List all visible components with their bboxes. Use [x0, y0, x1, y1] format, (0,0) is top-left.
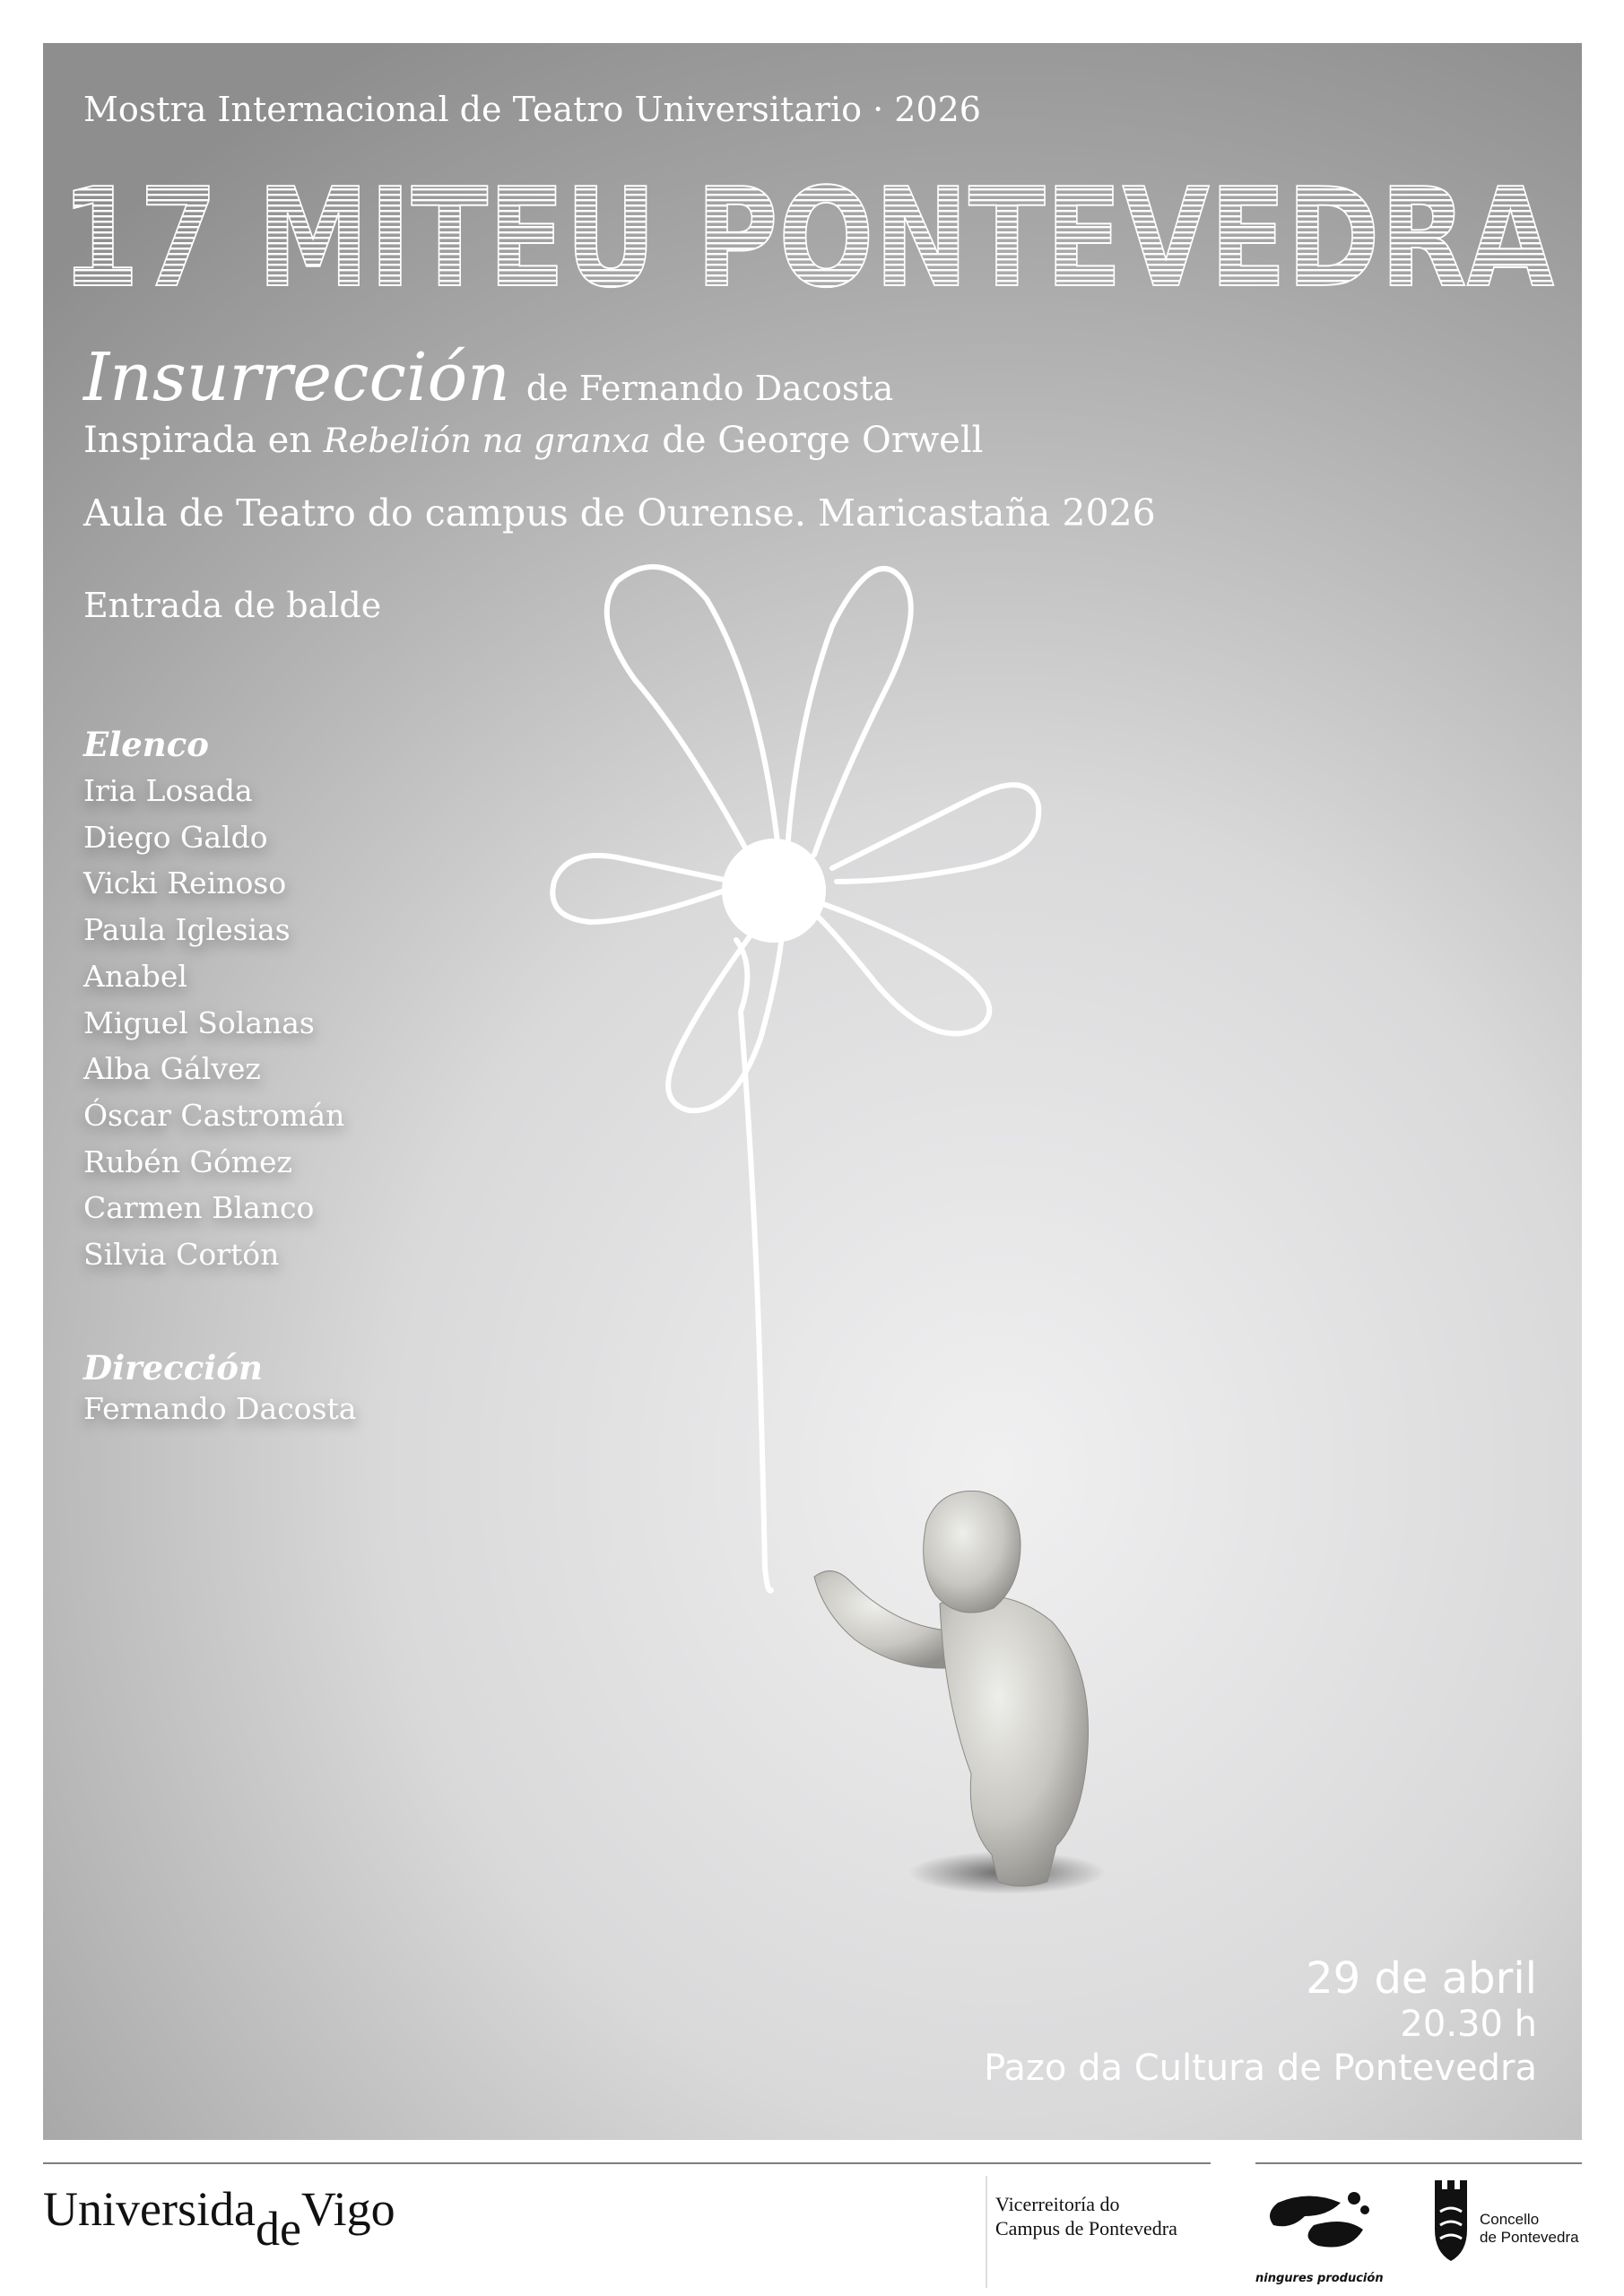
- cast-member: Rubén Gómez: [83, 1144, 292, 1179]
- author-line: de Fernando Dacosta: [525, 369, 894, 408]
- inspired-line: [83, 420, 983, 461]
- university-logo-part: Vigo: [300, 2182, 395, 2236]
- play-line: [83, 339, 893, 416]
- cast-member: Anabel: [83, 958, 187, 994]
- poster: [43, 43, 1582, 2140]
- cast-member: Silvia Cortón: [83, 1237, 280, 1273]
- admission-text: Entrada de balde: [83, 586, 382, 625]
- concello-shield-icon: [1435, 2180, 1467, 2261]
- cast-member: Vicki Reinoso: [83, 865, 287, 901]
- producer-logo-text: ningures produción: [1255, 2272, 1384, 2285]
- university-logo: [43, 2181, 395, 2256]
- inspired-work: Rebelión na granxa: [323, 422, 651, 460]
- direction-section: [83, 1348, 356, 1426]
- vicerreitoria-line: Campus de Pontevedra: [995, 2217, 1177, 2239]
- cast-member: Iria Losada: [83, 773, 253, 808]
- festival-line: Mostra Internacional de Teatro Universitario · 2026: [83, 90, 981, 129]
- cast-title: Elenco: [83, 725, 209, 764]
- flower-drawing: [552, 567, 1038, 1591]
- concello-line: Concello: [1480, 2211, 1540, 2228]
- event-venue: Pazo da Cultura de Pontevedra: [984, 2048, 1537, 2089]
- concello-line: de Pontevedra: [1480, 2229, 1579, 2246]
- company-line: Aula de Teatro do campus de Ourense. Maricastaña 2026: [83, 491, 1156, 535]
- cast-list: [83, 768, 344, 1278]
- vicerreitoria-line: Vicerreitoría do: [995, 2193, 1120, 2215]
- play-title: Insurrección: [83, 339, 510, 416]
- cast-member: Carmen Blanco: [83, 1190, 315, 1226]
- university-logo-part: Universida: [43, 2182, 256, 2236]
- cast-member: Alba Gálvez: [83, 1051, 261, 1087]
- inspired-suffix: de George Orwell: [662, 420, 984, 461]
- headline: 17 MITEU PONTEVEDRA: [61, 159, 1554, 317]
- cast-section: [83, 725, 344, 1278]
- clay-figure: [814, 1491, 1089, 1886]
- university-logo-part: de: [255, 2202, 301, 2256]
- event-date: 29 de abril: [1306, 1953, 1537, 2004]
- cast-member: Miguel Solanas: [83, 1004, 315, 1040]
- cast-member: Paula Iglesias: [83, 912, 291, 948]
- director-name: Fernando Dacosta: [83, 1391, 357, 1426]
- flower-center: [722, 839, 826, 943]
- direction-title: Dirección: [83, 1348, 263, 1387]
- concello-logo-text: [1480, 2211, 1579, 2247]
- vicerreitoria-logo: [995, 2192, 1177, 2240]
- inspired-prefix: Inspirada en: [83, 420, 313, 461]
- event-info: [984, 1953, 1537, 2092]
- cast-member: Óscar Castromán: [83, 1097, 345, 1133]
- ningures-logo-icon: [1270, 2192, 1369, 2248]
- event-time: 20.30 h: [1400, 2004, 1537, 2045]
- cast-member: Diego Galdo: [83, 819, 268, 855]
